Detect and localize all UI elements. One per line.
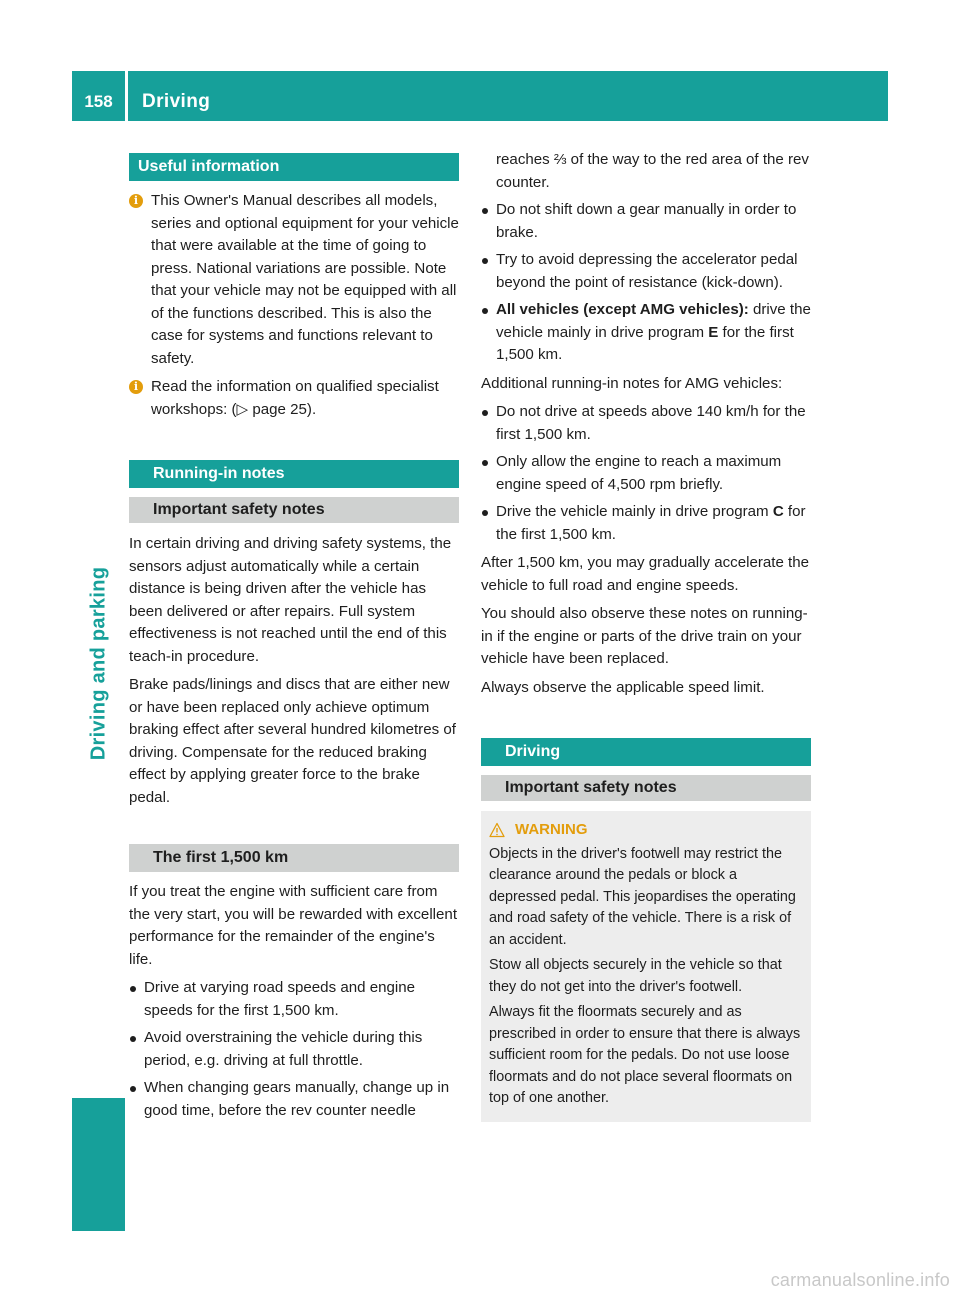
info-icon: i [129,194,143,208]
subheading-safety: Important safety notes [481,775,811,801]
page-number: 158 [84,92,113,111]
section-heading-useful: Useful information [129,153,459,181]
header-divider [125,71,128,121]
paragraph: After 1,500 km, you may gradually accelerate the vehicle to full road and engine speeds. [481,554,810,594]
list-item: Try to avoid depressing the accelerator pedal beyond the point of resistance (kick-down). [481,249,811,294]
info-note [129,190,459,370]
list-item: Drive at varying road speeds and engine speeds for the first 1,500 km. [129,977,459,1022]
paragraph: You should also observe these notes on running-in if the engine or parts of the drive train on your vehicle have been replaced. [481,605,808,667]
list-item [481,299,811,367]
drive-program-e: E [708,323,719,341]
list-item-text: for the first 1,500 km. [496,503,806,543]
header-bar [72,71,888,121]
watermark: carmanualsonline.info [770,1270,950,1290]
right-column [481,149,811,1122]
list-item: Avoid overstraining the vehicle during this period, e.g. driving at full throttle. [129,1027,459,1072]
side-tab-label: Driving and parking [87,566,110,760]
warning-text: Objects in the driver's footwell may restrict the clearance around the pedals or block a depressed pedal. This jeopardises the operating and road safety of the vehicle. There is a risk of an accident. [489,845,796,948]
warning-box [481,811,811,1122]
page-title: Driving [142,91,211,112]
list-item-text: for the first 1,500 km. [496,323,794,363]
warning-triangle-icon [489,822,505,838]
paragraph: Additional running-in notes for AMG vehicles: [481,374,783,392]
bullet-list [481,199,811,367]
subheading-safety: Important safety notes [129,497,459,523]
paragraph: If you treat the engine with sufficient care from the very start, you will be rewarded with excellent performance for the remainder of the engine's life. [129,883,458,968]
bullet-list [129,977,459,1122]
paragraph: Brake pads/linings and discs that are either new or have been replaced only achieve optimum braking effect after several hundred kilometres of driving. Compensate for the reduced braking effect by applying greater force to the brake pedal. [129,676,456,806]
info-icon: i [129,380,143,394]
info-note-text: Read the information on qualified specialist workshops: (▷ page 25). [151,378,439,418]
bold-label: All vehicles (except AMG vehicles): [496,301,749,318]
paragraph: Always observe the applicable speed limit. [481,678,765,696]
list-item [481,501,811,546]
info-note [129,376,459,421]
drive-program-c: C [772,503,784,520]
section-heading-first-1500: The first 1,500 km [129,844,459,872]
list-item-continuation: reaches ⅔ of the way to the red area of the rev counter. [496,151,809,191]
list-item: Do not shift down a gear manually in order to brake. [481,199,811,244]
section-heading-running-in: Running-in notes [129,460,459,488]
warning-label: WARNING [515,821,588,838]
warning-text: Stow all objects securely in the vehicle so that they do not get into the driver's footwell. [489,957,782,995]
list-item: When changing gears manually, change up in good time, before the rev counter needle [129,1077,459,1122]
list-item-text: drive the vehicle mainly in drive program [496,301,811,341]
warning-header [489,819,803,841]
side-tab [72,228,125,1098]
section-heading-driving: Driving [481,738,811,766]
warning-text: Always fit the floormats securely and as prescribed in order to ensure that there is always sufficient room for the pedals. Do not use loose floormats and do not place several floormats on top of one another. [489,1004,801,1106]
left-column [129,153,459,1128]
info-note-text: This Owner's Manual describes all models, series and optional equipment for your vehicle that were available at the time of going to press. National variations are possible. Note that your vehicle may not be equipped with all of the functions described. This is also the case for systems and functions relevant to safety. [151,192,459,367]
bullet-list [481,401,811,546]
list-item: Do not drive at speeds above 140 km/h for the first 1,500 km. [481,401,811,446]
list-item-text: Drive the vehicle mainly in drive program [496,503,773,520]
paragraph: In certain driving and driving safety systems, the sensors adjust automatically while a certain distance is being driven after the vehicle has been delivered or after repairs. Full system effectiveness is not reached until the end of this teach-in procedure. [129,535,452,665]
list-item: Only allow the engine to reach a maximum engine speed of 4,500 rpm briefly. [481,451,811,496]
side-tab-block [72,1098,125,1231]
